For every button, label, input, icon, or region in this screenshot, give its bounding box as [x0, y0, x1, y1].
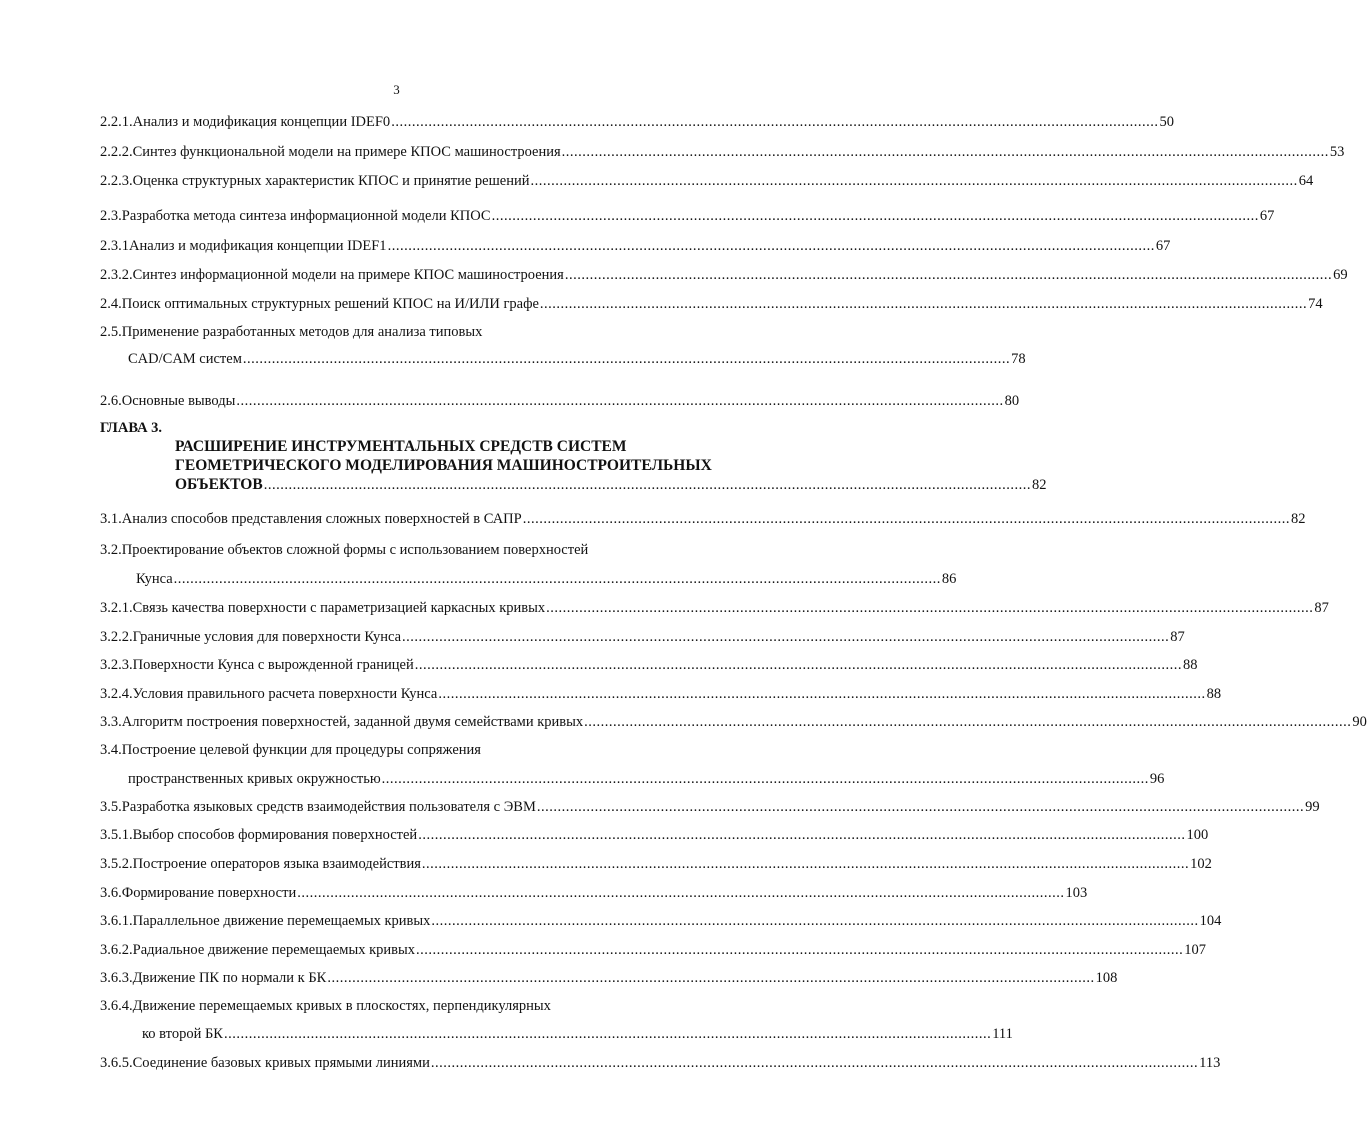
toc-entry-page: 108 — [1095, 970, 1118, 986]
toc-entry-text: Кунса — [136, 571, 173, 587]
toc-entry-page: 102 — [1190, 856, 1212, 872]
dot-leader: .......................................................................................................................................................................................... — [415, 942, 1184, 958]
toc-entry-page: 67 — [1259, 208, 1275, 224]
toc-entry-text: 3.2.3.Поверхности Кунса с вырожденной границей — [100, 657, 414, 673]
toc-entry-3-5 — [100, 798, 1320, 816]
toc-entry-3-2-line1: 3.2.Проектирование объектов сложной формы с использованием поверхностей — [100, 542, 589, 558]
toc-entry-page: 69 — [1333, 267, 1348, 283]
dot-leader: .......................................................................................................................................................................................... — [223, 1026, 992, 1042]
dot-leader: .......................................................................................................................................................................................... — [561, 144, 1329, 160]
dot-leader: .......................................................................................................................................................................................... — [263, 477, 1031, 493]
dot-leader: .......................................................................................................................................................................................... — [564, 267, 1333, 283]
toc-entry-page: 111 — [992, 1026, 1013, 1042]
dot-leader: .......................................................................................................................................................................................... — [387, 238, 1155, 254]
toc-entry-2-2-1 — [100, 113, 1174, 131]
toc-entry-text: 3.6.3.Движение ПК по нормали к БК — [100, 970, 327, 986]
toc-entry-text: 2.2.1.Анализ и модификация концепции IDEF0 — [100, 114, 391, 130]
toc-entry-page: 82 — [1031, 477, 1047, 493]
toc-entry-3-2-4 — [100, 685, 1222, 703]
toc-entry-2-2-2 — [100, 143, 1345, 161]
dot-leader: .......................................................................................................................................................................................... — [242, 351, 1011, 367]
toc-entry-2-5-line2 — [128, 350, 1026, 368]
toc-entry-2-3 — [100, 207, 1275, 225]
dot-leader: .......................................................................................................................................................................................... — [584, 714, 1352, 730]
dot-leader: .......................................................................................................................................................................................... — [402, 629, 1170, 645]
chapter-title-line2: ГЕОМЕТРИЧЕСКОГО МОДЕЛИРОВАНИЯ МАШИНОСТРОИТЕЛЬНЫХ — [175, 457, 712, 474]
toc-entry-text: 2.2.3.Оценка структурных характеристик КПОС и принятие решений — [100, 173, 530, 189]
toc-entry-text: ОБЪЕКТОВ — [175, 476, 263, 493]
toc-entry-page: 100 — [1186, 827, 1209, 843]
toc-entry-text: 2.3.Разработка метода синтеза информационной модели КПОС — [100, 208, 491, 224]
dot-leader: .......................................................................................................................................................................................... — [236, 393, 1004, 409]
toc-entry-3-6-5 — [100, 1054, 1221, 1072]
toc-entry-page: 88 — [1206, 686, 1222, 702]
toc-entry-3-4-line2 — [128, 770, 1165, 788]
dot-leader: .......................................................................................................................................................................................... — [431, 913, 1199, 929]
dot-leader: .......................................................................................................................................................................................... — [391, 114, 1159, 130]
toc-entry-page: 80 — [1004, 393, 1020, 409]
dot-leader: .......................................................................................................................................................................................... — [414, 657, 1182, 673]
dot-leader: .......................................................................................................................................................................................... — [530, 173, 1298, 189]
toc-entry-page: 113 — [1199, 1055, 1221, 1071]
dot-leader: .......................................................................................................................................................................................... — [418, 827, 1186, 843]
toc-entry-text: 2.3.1Анализ и модификация концепции IDEF1 — [100, 238, 387, 254]
toc-entry-3-2-3 — [100, 656, 1198, 674]
toc-entry-page: 87 — [1170, 629, 1185, 645]
chapter-label: ГЛАВА 3. — [100, 420, 163, 436]
dot-leader: .......................................................................................................................................................................................... — [430, 1055, 1199, 1071]
toc-entry-page: 78 — [1011, 351, 1026, 367]
dot-leader: .......................................................................................................................................................................................... — [297, 885, 1065, 901]
toc-entry-text: 3.1.Анализ способов представления сложных поверхностей в САПР — [100, 511, 522, 527]
dot-leader: .......................................................................................................................................................................................... — [491, 208, 1259, 224]
toc-entry-page: 87 — [1314, 600, 1329, 616]
toc-entry-3-3 — [100, 713, 1367, 731]
toc-entry-3-6-1 — [100, 912, 1222, 930]
chapter-title-line3 — [175, 476, 1047, 494]
toc-entry-text: 3.5.Разработка языковых средств взаимодействия пользователя с ЭВМ — [100, 799, 536, 815]
toc-entry-text: 3.5.2.Построение операторов языка взаимодействия — [100, 856, 421, 872]
toc-entry-page: 88 — [1182, 657, 1198, 673]
toc-entry-page: 82 — [1290, 511, 1306, 527]
toc-entry-page: 99 — [1305, 799, 1320, 815]
toc-entry-3-1 — [100, 510, 1306, 528]
dot-leader: .......................................................................................................................................................................................... — [381, 771, 1149, 787]
toc-entry-3-2-line2 — [136, 570, 957, 588]
toc-entry-2-3-2 — [100, 266, 1348, 284]
toc-entry-2-6 — [100, 392, 1020, 410]
toc-entry-text: 3.2.4.Условия правильного расчета поверхности Кунса — [100, 686, 438, 702]
toc-entry-page: 90 — [1352, 714, 1367, 730]
toc-entry-page: 96 — [1149, 771, 1165, 787]
toc-entry-3-2-2 — [100, 628, 1185, 646]
toc-entry-text: 3.2.1.Связь качества поверхности с параметризацией каркасных кривых — [100, 600, 546, 616]
toc-entry-text: 2.6.Основные выводы — [100, 393, 236, 409]
toc-entry-3-4-line1: 3.4.Построение целевой функции для процедуры сопряжения — [100, 742, 481, 758]
toc-entry-text: 3.6.2.Радиальное движение перемещаемых кривых — [100, 942, 415, 958]
toc-entry-text: 3.6.Формирование поверхности — [100, 885, 297, 901]
dot-leader: .......................................................................................................................................................................................... — [173, 571, 941, 587]
toc-entry-text: CAD/CAM систем — [128, 351, 242, 367]
toc-entry-page: 67 — [1155, 238, 1171, 254]
toc-entry-text: 2.4.Поиск оптимальных структурных решений КПОС на И/ИЛИ графе — [100, 296, 539, 312]
toc-entry-text: 3.5.1.Выбор способов формирования поверхностей — [100, 827, 418, 843]
toc-entry-text: 2.2.2.Синтез функциональной модели на примере КПОС машиностроения — [100, 144, 561, 160]
toc-entry-3-6 — [100, 884, 1088, 902]
toc-entry-3-2-1 — [100, 599, 1329, 617]
dot-leader: .......................................................................................................................................................................................... — [327, 970, 1095, 986]
toc-entry-text: ко второй БК — [142, 1026, 223, 1042]
toc-entry-2-2-3 — [100, 172, 1314, 190]
toc-entry-page: 86 — [941, 571, 957, 587]
toc-entry-text: пространственных кривых окружностью — [128, 771, 381, 787]
toc-entry-3-6-3 — [100, 969, 1118, 987]
dot-leader: .......................................................................................................................................................................................... — [522, 511, 1290, 527]
toc-entry-3-5-1 — [100, 826, 1209, 844]
toc-entry-page: 74 — [1308, 296, 1323, 312]
dot-leader: .......................................................................................................................................................................................... — [438, 686, 1206, 702]
dot-leader: .......................................................................................................................................................................................... — [539, 296, 1308, 312]
toc-entry-3-6-4-line1: 3.6.4.Движение перемещаемых кривых в плоскостях, перпендикулярных — [100, 998, 551, 1014]
toc-entry-text: 3.2.2.Граничные условия для поверхности Кунса — [100, 629, 402, 645]
toc-entry-2-3-1 — [100, 237, 1171, 255]
toc-entry-page: 104 — [1199, 913, 1222, 929]
toc-entry-text: 3.6.5.Соединение базовых кривых прямыми линиями — [100, 1055, 430, 1071]
toc-entry-3-6-4-line2 — [142, 1025, 1013, 1043]
dot-leader: .......................................................................................................................................................................................... — [546, 600, 1314, 616]
toc-entry-text: 3.6.1.Параллельное движение перемещаемых кривых — [100, 913, 431, 929]
toc-entry-text: 2.3.2.Синтез информационной модели на примере КПОС машиностроения — [100, 267, 564, 283]
dot-leader: .......................................................................................................................................................................................... — [536, 799, 1305, 815]
toc-entry-3-6-2 — [100, 941, 1206, 959]
toc-entry-2-5-line1: 2.5.Применение разработанных методов для анализа типовых — [100, 324, 483, 340]
chapter-title-line1: РАСШИРЕНИЕ ИНСТРУМЕНТАЛЬНЫХ СРЕДСТВ СИСТЕМ — [175, 438, 627, 455]
toc-entry-page: 107 — [1184, 942, 1206, 958]
toc-entry-page: 53 — [1329, 144, 1345, 160]
toc-entry-text: 3.3.Алгоритм построения поверхностей, заданной двумя семействами кривых — [100, 714, 584, 730]
toc-entry-2-4 — [100, 295, 1323, 313]
dot-leader: .......................................................................................................................................................................................... — [421, 856, 1190, 872]
toc-entry-page: 103 — [1065, 885, 1088, 901]
toc-entry-page: 64 — [1298, 173, 1314, 189]
toc-entry-page: 50 — [1159, 114, 1174, 130]
page-number: 3 — [393, 82, 400, 97]
toc-entry-3-5-2 — [100, 855, 1212, 873]
